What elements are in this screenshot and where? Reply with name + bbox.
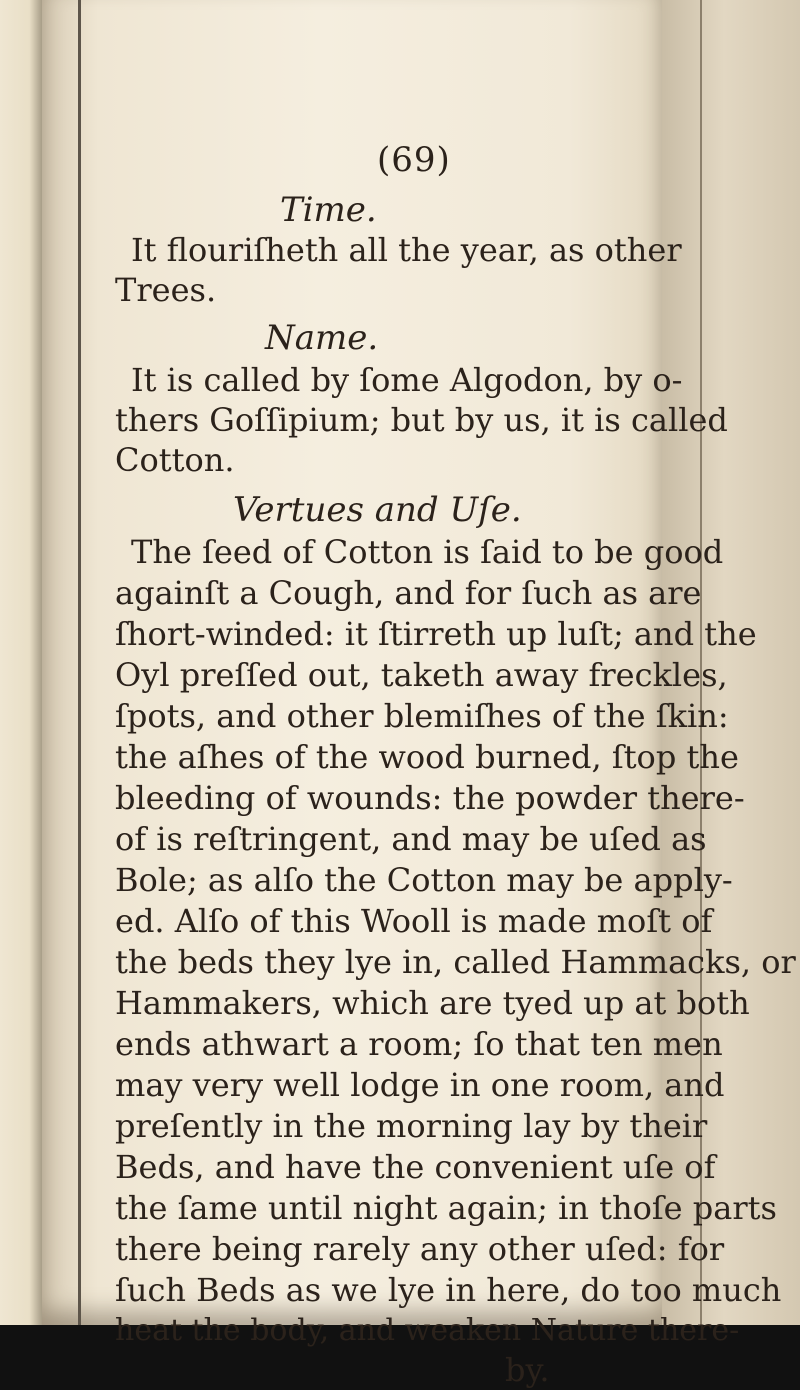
catchword: by. [505, 1351, 550, 1389]
text-line: It is called by ſome Algodon, by o- [131, 361, 683, 399]
text-line: It flouriſheth all the year, as other [131, 231, 682, 269]
facing-page-edge [0, 0, 42, 1390]
text-line: bleeding of wounds: the powder there- [115, 779, 745, 817]
text-line: heat the body, and weaken Nature there- [115, 1313, 740, 1348]
page-number: (69) [377, 140, 451, 180]
text-line: thers Goſſipium; but by us, it is called [115, 401, 728, 439]
text-line: Beds, and have the convenient uſe of [115, 1148, 716, 1186]
text-line: ſuch Beds as we lye in here, do too much [115, 1271, 782, 1309]
text-line: the aſhes of the wood burned, ſtop the [115, 738, 739, 776]
text-line: ed. Alſo of this Wooll is made moſt of [115, 902, 713, 940]
text-line: of is reſtringent, and may be uſed as [115, 820, 707, 858]
text-line: ſpots, and other blemiſhes of the ſkin: [115, 697, 729, 735]
text-line: Hammakers, which are tyed up at both [115, 984, 750, 1022]
text-line: Cotton. [115, 441, 235, 479]
page-fold-line [78, 0, 81, 1325]
text-line: ends athwart a room; ſo that ten men [115, 1025, 723, 1063]
text-line: Oyl preſſed out, taketh away freckles, [115, 656, 728, 694]
text-line: Trees. [115, 271, 217, 309]
text-line: may very well lodge in one room, and [115, 1066, 725, 1104]
text-line: Bole; as alſo the Cotton may be apply- [115, 861, 733, 899]
text-line: ſhort-winded: it ſtirreth up luſt; and the [115, 615, 757, 653]
heading-name: Name. [265, 318, 379, 358]
text-line: preſently in the morning lay by their [115, 1107, 708, 1145]
heading-vertues: Vertues and Uſe. [233, 490, 522, 530]
text-line: the ſame until night again; in thoſe parts [115, 1189, 777, 1227]
text-line: The ſeed of Cotton is ſaid to be good [131, 533, 724, 571]
text-line: the beds they lye in, called Hammacks, or [115, 943, 796, 981]
text-line: againſt a Cough, and for ſuch as are [115, 574, 702, 612]
text-line: there being rarely any other uſed: for [115, 1230, 725, 1268]
heading-time: Time. [280, 190, 377, 230]
